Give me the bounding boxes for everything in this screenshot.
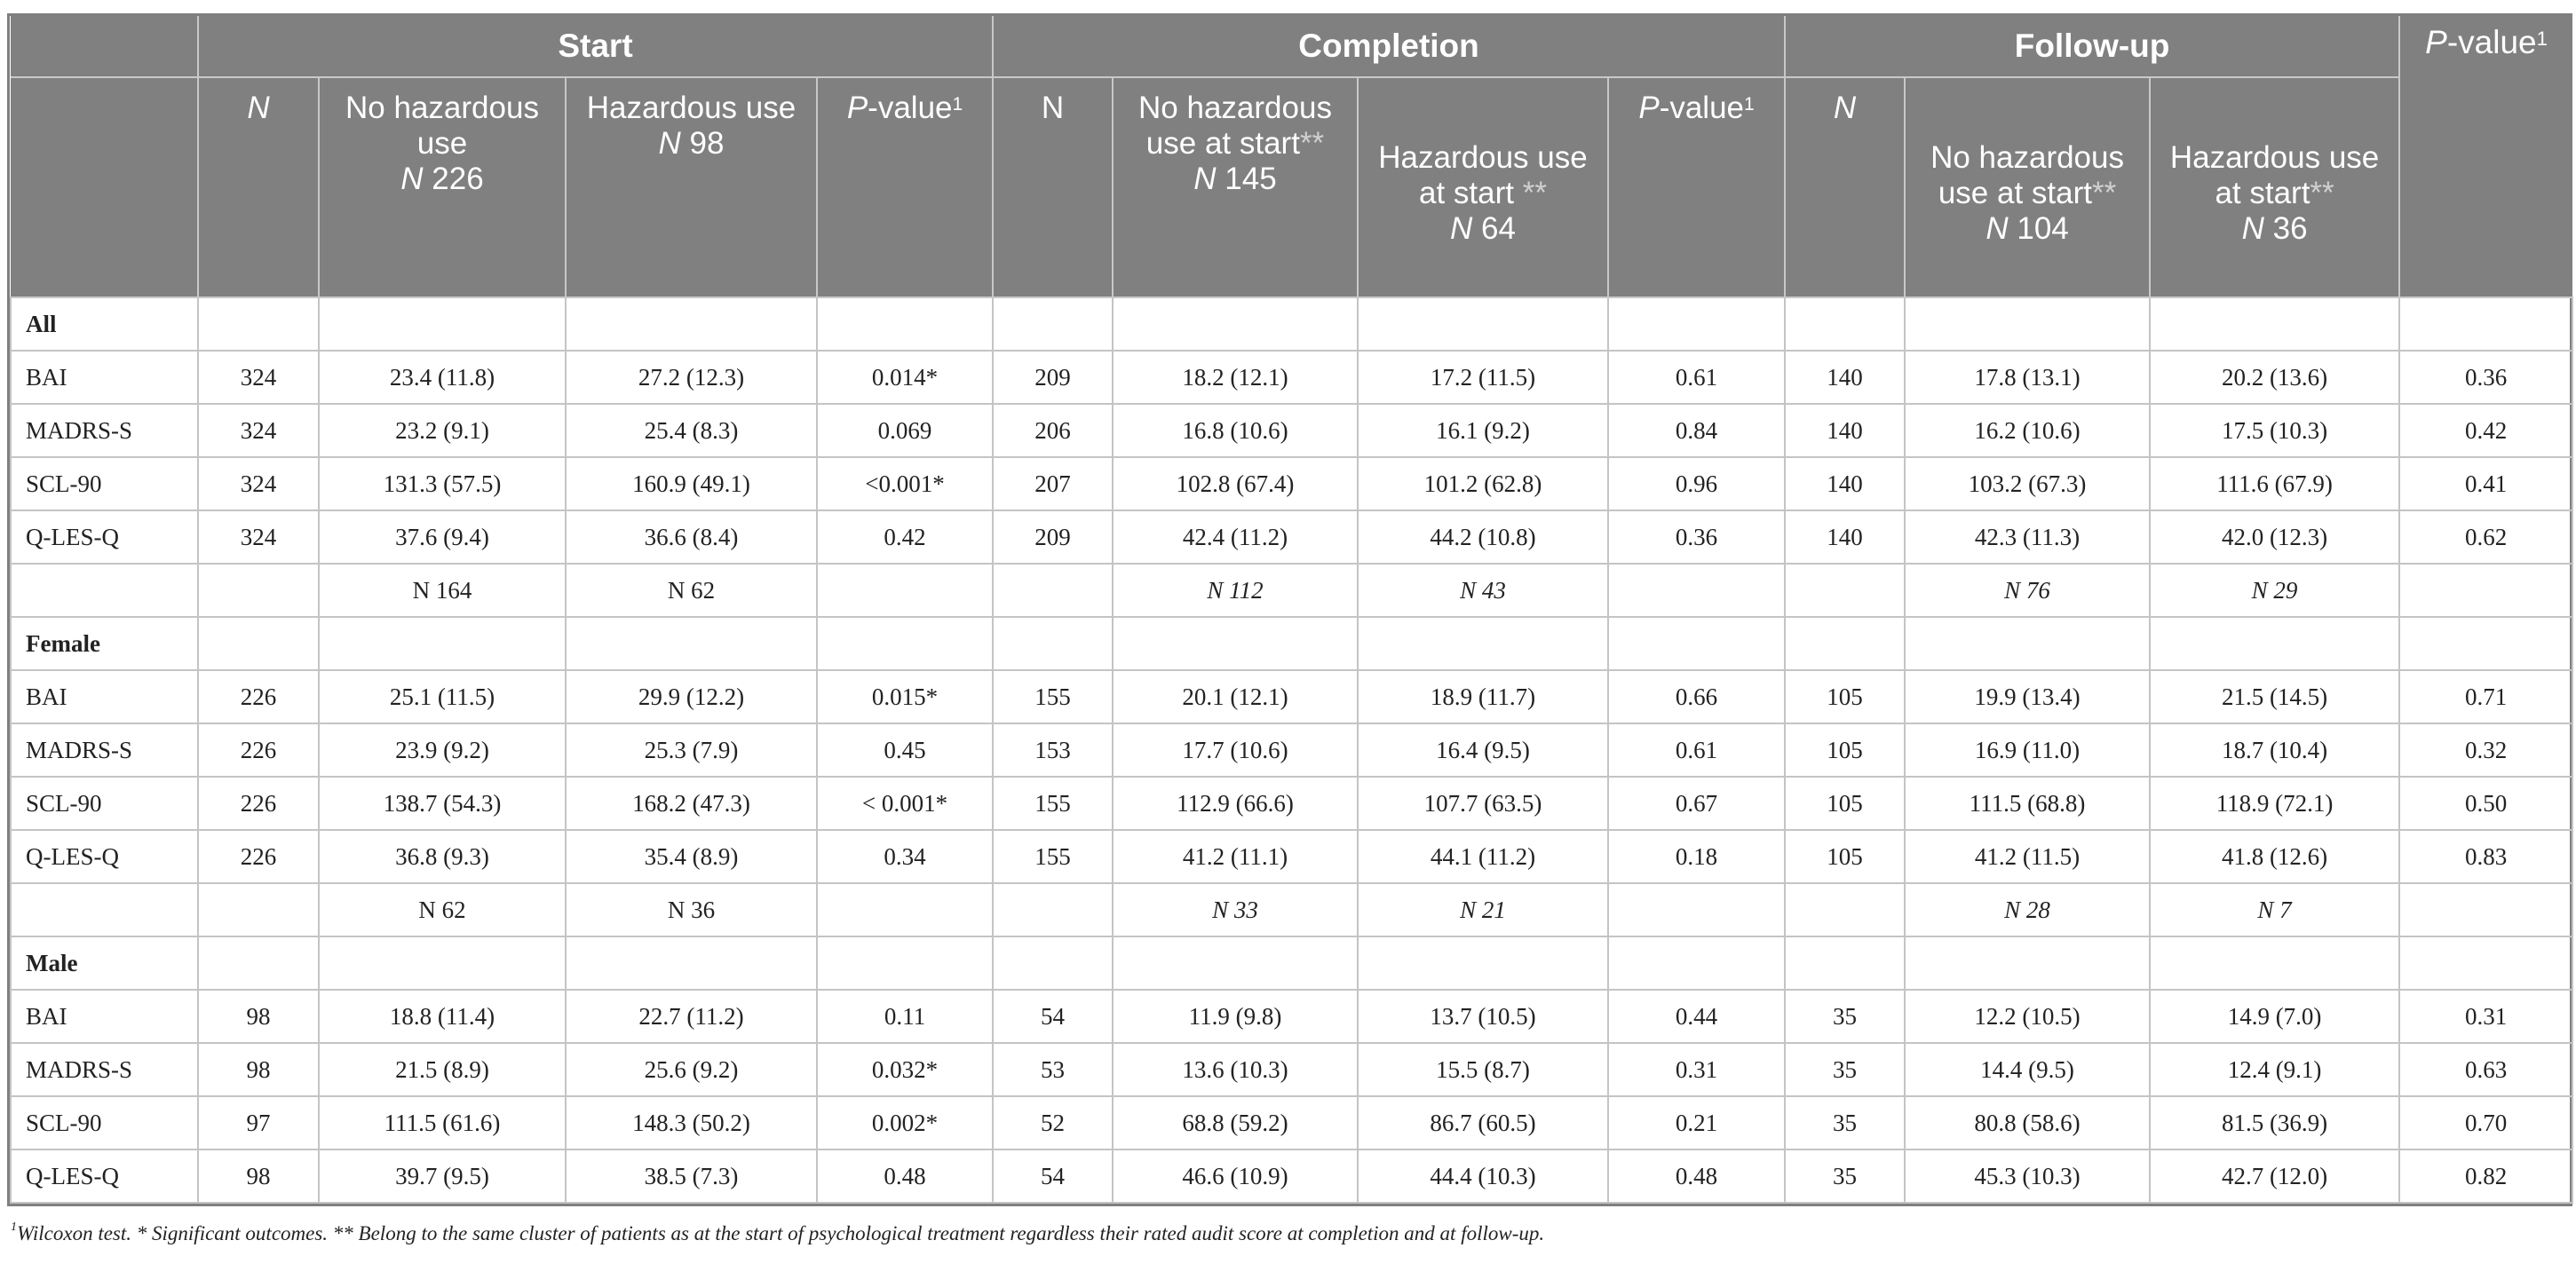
table-cell: 11.9 (9.8) <box>1113 990 1358 1043</box>
table-cell: 86.7 (60.5) <box>1358 1096 1608 1149</box>
table-cell <box>2399 617 2572 670</box>
section-label: Female <box>11 617 198 670</box>
table-cell: 105 <box>1785 723 1905 777</box>
table-cell: 52 <box>993 1096 1113 1149</box>
table-cell: 209 <box>993 510 1113 564</box>
subgroup-n-cell <box>2399 883 2572 936</box>
table-cell <box>1113 617 1358 670</box>
table-cell: <0.001* <box>817 457 993 510</box>
table-cell: 0.032* <box>817 1043 993 1096</box>
table-cell: 0.41 <box>2399 457 2572 510</box>
header-corner <box>11 16 198 77</box>
section-label: All <box>11 297 198 351</box>
table-cell <box>1608 617 1785 670</box>
table-cell: 27.2 (12.3) <box>566 351 817 404</box>
measure-label: SCL-90 <box>11 1096 198 1149</box>
table-cell: 15.5 (8.7) <box>1358 1043 1608 1096</box>
table-cell: 140 <box>1785 457 1905 510</box>
table-cell: 226 <box>198 777 319 830</box>
table-cell: 0.31 <box>1608 1043 1785 1096</box>
table-cell: 25.6 (9.2) <box>566 1043 817 1096</box>
table-cell: 42.3 (11.3) <box>1905 510 2150 564</box>
table-row <box>11 830 2572 883</box>
table-cell: 206 <box>993 404 1113 457</box>
subgroup-n-cell <box>817 883 993 936</box>
table-cell: 98 <box>198 990 319 1043</box>
table-cell: 12.2 (10.5) <box>1905 990 2150 1043</box>
subgroup-n-cell: N 164 <box>319 564 566 617</box>
table-cell: 81.5 (36.9) <box>2150 1096 2399 1149</box>
table-cell: 45.3 (10.3) <box>1905 1149 2150 1203</box>
subgroup-n-cell: N 36 <box>566 883 817 936</box>
table-cell: 0.32 <box>2399 723 2572 777</box>
table-cell: 14.4 (9.5) <box>1905 1043 2150 1096</box>
table-cell: 111.6 (67.9) <box>2150 457 2399 510</box>
table-cell: 19.9 (13.4) <box>1905 670 2150 723</box>
table-cell: 0.96 <box>1608 457 1785 510</box>
subgroup-n-cell: N 62 <box>566 564 817 617</box>
table-cell: 0.002* <box>817 1096 993 1149</box>
table-cell: 160.9 (49.1) <box>566 457 817 510</box>
table-cell <box>1905 297 2150 351</box>
table-cell: 0.63 <box>2399 1043 2572 1096</box>
table-cell: 0.67 <box>1608 777 1785 830</box>
table-cell: 103.2 (67.3) <box>1905 457 2150 510</box>
table-cell: 42.7 (12.0) <box>2150 1149 2399 1203</box>
table-cell: 138.7 (54.3) <box>319 777 566 830</box>
subgroup-n-cell <box>2399 564 2572 617</box>
table-cell: 22.7 (11.2) <box>566 990 817 1043</box>
table-cell: 168.2 (47.3) <box>566 777 817 830</box>
table-cell: 0.71 <box>2399 670 2572 723</box>
table-cell: 0.61 <box>1608 723 1785 777</box>
header-group-completion: Completion <box>993 16 1785 77</box>
table-cell <box>817 297 993 351</box>
results-table-frame <box>7 13 2572 1206</box>
table-cell: 105 <box>1785 670 1905 723</box>
subgroup-n-cell: N 28 <box>1905 883 2150 936</box>
table-cell: < 0.001* <box>817 777 993 830</box>
table-cell: 14.9 (7.0) <box>2150 990 2399 1043</box>
table-cell: 18.7 (10.4) <box>2150 723 2399 777</box>
table-cell: 25.1 (11.5) <box>319 670 566 723</box>
header-completion-hazardous: Hazardous use at start ** N 64 <box>1358 77 1608 297</box>
table-cell: 140 <box>1785 404 1905 457</box>
table-cell: 226 <box>198 670 319 723</box>
header-completion-n: N <box>993 77 1113 297</box>
table-cell: 68.8 (59.2) <box>1113 1096 1358 1149</box>
table-cell <box>1358 617 1608 670</box>
header-followup-no-hazardous: No hazardous use at start** N 104 <box>1905 77 2150 297</box>
table-cell: 155 <box>993 670 1113 723</box>
table-cell <box>1785 936 1905 990</box>
table-cell: 17.5 (10.3) <box>2150 404 2399 457</box>
table-cell: 0.66 <box>1608 670 1785 723</box>
table-cell: 324 <box>198 510 319 564</box>
section-row <box>11 617 2572 670</box>
table-cell: 44.2 (10.8) <box>1358 510 1608 564</box>
table-cell: 0.42 <box>2399 404 2572 457</box>
table-cell: 29.9 (12.2) <box>566 670 817 723</box>
table-cell: 23.2 (9.1) <box>319 404 566 457</box>
header-start-hazardous: Hazardous use N 98 <box>566 77 817 297</box>
table-cell: 53 <box>993 1043 1113 1096</box>
subgroup-n-cell <box>11 564 198 617</box>
table-cell: 102.8 (67.4) <box>1113 457 1358 510</box>
table-cell <box>1905 936 2150 990</box>
table-cell <box>1785 617 1905 670</box>
measure-label: BAI <box>11 670 198 723</box>
table-cell <box>319 936 566 990</box>
table-cell <box>1785 297 1905 351</box>
subgroup-n-cell: N 29 <box>2150 564 2399 617</box>
table-cell: 105 <box>1785 830 1905 883</box>
table-cell: 16.1 (9.2) <box>1358 404 1608 457</box>
table-cell: 35.4 (8.9) <box>566 830 817 883</box>
table-cell: 21.5 (8.9) <box>319 1043 566 1096</box>
table-cell: 118.9 (72.1) <box>2150 777 2399 830</box>
subgroup-n-cell: N 7 <box>2150 883 2399 936</box>
table-cell: 207 <box>993 457 1113 510</box>
table-cell <box>2150 617 2399 670</box>
table-row <box>11 457 2572 510</box>
table-cell: 107.7 (63.5) <box>1358 777 1608 830</box>
table-row <box>11 670 2572 723</box>
section-row <box>11 297 2572 351</box>
header-followup-hazardous: Hazardous use at start** N 36 <box>2150 77 2399 297</box>
table-cell <box>817 936 993 990</box>
table-cell: 16.2 (10.6) <box>1905 404 2150 457</box>
subgroup-n-cell: N 43 <box>1358 564 1608 617</box>
table-cell: 42.4 (11.2) <box>1113 510 1358 564</box>
table-row <box>11 1149 2572 1203</box>
table-cell: 0.83 <box>2399 830 2572 883</box>
table-row <box>11 1043 2572 1096</box>
pvalue-text: -value <box>2446 24 2537 60</box>
pvalue-footnote-mark: 1 <box>2536 28 2548 50</box>
header-completion-pvalue: P-value$^1$ <box>1608 77 1785 297</box>
measure-label: Q-LES-Q <box>11 830 198 883</box>
table-cell: 80.8 (58.6) <box>1905 1096 2150 1149</box>
subgroup-n-cell <box>1608 883 1785 936</box>
table-cell: 98 <box>198 1043 319 1096</box>
subgroup-n-cell <box>1608 564 1785 617</box>
table-cell: 12.4 (9.1) <box>2150 1043 2399 1096</box>
header-group-start: Start <box>198 16 993 77</box>
table-cell <box>817 617 993 670</box>
table-cell <box>319 297 566 351</box>
subgroup-n-cell: N 76 <box>1905 564 2150 617</box>
table-cell: 35 <box>1785 1043 1905 1096</box>
subgroup-n-cell <box>198 883 319 936</box>
table-cell: 148.3 (50.2) <box>566 1096 817 1149</box>
table-cell: 0.82 <box>2399 1149 2572 1203</box>
results-table <box>10 16 2573 1204</box>
table-cell: 155 <box>993 777 1113 830</box>
table-cell: 140 <box>1785 510 1905 564</box>
table-cell: 0.62 <box>2399 510 2572 564</box>
header-sub-row <box>11 77 2572 297</box>
table-row <box>11 404 2572 457</box>
table-cell: 46.6 (10.9) <box>1113 1149 1358 1203</box>
table-footnote <box>11 1222 2568 1245</box>
table-cell: 36.8 (9.3) <box>319 830 566 883</box>
table-cell <box>1608 297 1785 351</box>
table-cell <box>1905 617 2150 670</box>
table-cell: 18.8 (11.4) <box>319 990 566 1043</box>
table-cell: 20.1 (12.1) <box>1113 670 1358 723</box>
table-cell: 140 <box>1785 351 1905 404</box>
table-cell: 0.61 <box>1608 351 1785 404</box>
table-cell: 41.2 (11.5) <box>1905 830 2150 883</box>
table-cell: 112.9 (66.6) <box>1113 777 1358 830</box>
table-cell: 324 <box>198 457 319 510</box>
table-cell <box>993 936 1113 990</box>
table-cell: 35 <box>1785 1096 1905 1149</box>
header-start-pvalue: P-value$^1$ <box>817 77 993 297</box>
table-header <box>11 16 2572 297</box>
table-cell: 18.2 (12.1) <box>1113 351 1358 404</box>
table-cell: 41.2 (11.1) <box>1113 830 1358 883</box>
table-cell: 16.9 (11.0) <box>1905 723 2150 777</box>
table-cell: 324 <box>198 404 319 457</box>
table-cell <box>1608 936 1785 990</box>
table-cell: 13.7 (10.5) <box>1358 990 1608 1043</box>
table-row <box>11 990 2572 1043</box>
pvalue-p-italic: P <box>2425 24 2447 60</box>
header-start-n: N <box>198 77 319 297</box>
table-cell <box>566 936 817 990</box>
table-cell: 36.6 (8.4) <box>566 510 817 564</box>
subgroup-n-cell: N 62 <box>319 883 566 936</box>
header-group-row <box>11 16 2572 77</box>
table-cell <box>1358 936 1608 990</box>
section-row <box>11 936 2572 990</box>
footnote-text: Wilcoxon test. * Significant outcomes. ** Belong to the same cluster of patients as at the start of psychological treatment regardless their rated audit score at completion and at follow-up. <box>17 1222 1545 1244</box>
table-cell: 0.50 <box>2399 777 2572 830</box>
table-cell: 226 <box>198 723 319 777</box>
table-cell: 209 <box>993 351 1113 404</box>
table-cell: 226 <box>198 830 319 883</box>
table-cell: 17.7 (10.6) <box>1113 723 1358 777</box>
table-cell: 18.9 (11.7) <box>1358 670 1608 723</box>
subgroup-n-cell <box>1785 883 1905 936</box>
table-cell: 0.18 <box>1608 830 1785 883</box>
table-cell: 25.3 (7.9) <box>566 723 817 777</box>
table-cell: 54 <box>993 990 1113 1043</box>
table-cell <box>198 936 319 990</box>
table-cell: 44.4 (10.3) <box>1358 1149 1608 1203</box>
subgroup-n-cell <box>1785 564 1905 617</box>
subgroup-n-cell <box>11 883 198 936</box>
table-cell: 0.70 <box>2399 1096 2572 1149</box>
table-cell <box>198 617 319 670</box>
table-row <box>11 777 2572 830</box>
subgroup-n-cell: N 21 <box>1358 883 1608 936</box>
table-cell <box>198 297 319 351</box>
table-cell: 23.4 (11.8) <box>319 351 566 404</box>
table-cell: 35 <box>1785 990 1905 1043</box>
table-row <box>11 510 2572 564</box>
measure-label: BAI <box>11 990 198 1043</box>
subgroup-n-row <box>11 564 2572 617</box>
table-cell: 21.5 (14.5) <box>2150 670 2399 723</box>
measure-label: MADRS-S <box>11 723 198 777</box>
table-cell <box>2399 936 2572 990</box>
table-cell: 0.36 <box>2399 351 2572 404</box>
table-cell: 0.45 <box>817 723 993 777</box>
table-row <box>11 723 2572 777</box>
table-cell: 111.5 (68.8) <box>1905 777 2150 830</box>
table-cell: 39.7 (9.5) <box>319 1149 566 1203</box>
table-cell: 98 <box>198 1149 319 1203</box>
measure-label: Q-LES-Q <box>11 1149 198 1203</box>
table-cell: 0.11 <box>817 990 993 1043</box>
table-cell: 17.8 (13.1) <box>1905 351 2150 404</box>
header-followup-n: N <box>1785 77 1905 297</box>
table-cell: 0.48 <box>1608 1149 1785 1203</box>
table-cell: 153 <box>993 723 1113 777</box>
subgroup-n-cell <box>198 564 319 617</box>
table-cell: 17.2 (11.5) <box>1358 351 1608 404</box>
table-cell: 0.21 <box>1608 1096 1785 1149</box>
section-label: Male <box>11 936 198 990</box>
table-cell <box>319 617 566 670</box>
header-followup-pvalue <box>2399 16 2572 297</box>
subgroup-n-cell <box>817 564 993 617</box>
table-cell: 44.1 (11.2) <box>1358 830 1608 883</box>
table-cell <box>993 297 1113 351</box>
subgroup-n-cell <box>993 883 1113 936</box>
table-cell: 38.5 (7.3) <box>566 1149 817 1203</box>
table-cell <box>1113 297 1358 351</box>
table-cell: 97 <box>198 1096 319 1149</box>
measure-label: SCL-90 <box>11 777 198 830</box>
table-cell: 0.34 <box>817 830 993 883</box>
subgroup-n-cell: N 33 <box>1113 883 1358 936</box>
table-cell: 37.6 (9.4) <box>319 510 566 564</box>
table-cell: 23.9 (9.2) <box>319 723 566 777</box>
table-cell: 20.2 (13.6) <box>2150 351 2399 404</box>
subgroup-n-cell <box>993 564 1113 617</box>
table-cell: 0.42 <box>817 510 993 564</box>
footnote-mark: 1 <box>11 1221 17 1234</box>
table-cell: 0.069 <box>817 404 993 457</box>
measure-label: MADRS-S <box>11 404 198 457</box>
table-body <box>11 297 2572 1203</box>
table-cell <box>2150 297 2399 351</box>
table-cell: 25.4 (8.3) <box>566 404 817 457</box>
table-cell: 105 <box>1785 777 1905 830</box>
table-cell: 111.5 (61.6) <box>319 1096 566 1149</box>
table-cell: 42.0 (12.3) <box>2150 510 2399 564</box>
table-cell: 54 <box>993 1149 1113 1203</box>
table-cell <box>1358 297 1608 351</box>
table-cell: 13.6 (10.3) <box>1113 1043 1358 1096</box>
table-cell: 16.4 (9.5) <box>1358 723 1608 777</box>
table-cell: 0.014* <box>817 351 993 404</box>
table-cell: 101.2 (62.8) <box>1358 457 1608 510</box>
table-cell: 0.84 <box>1608 404 1785 457</box>
header-group-followup: Follow-up <box>1785 16 2399 77</box>
table-cell <box>566 297 817 351</box>
measure-label: MADRS-S <box>11 1043 198 1096</box>
table-cell: 35 <box>1785 1149 1905 1203</box>
measure-label: BAI <box>11 351 198 404</box>
table-cell <box>2150 936 2399 990</box>
header-completion-no-hazardous: No hazardous use at start** N 145 <box>1113 77 1358 297</box>
table-cell: 324 <box>198 351 319 404</box>
table-cell <box>2399 297 2572 351</box>
table-cell: 131.3 (57.5) <box>319 457 566 510</box>
table-cell: 0.015* <box>817 670 993 723</box>
table-cell: 0.44 <box>1608 990 1785 1043</box>
table-row <box>11 351 2572 404</box>
measure-label: Q-LES-Q <box>11 510 198 564</box>
header-start-no-hazardous: No hazardous use N 226 <box>319 77 566 297</box>
table-cell: 0.31 <box>2399 990 2572 1043</box>
table-row <box>11 1096 2572 1149</box>
table-cell: 0.36 <box>1608 510 1785 564</box>
table-cell <box>566 617 817 670</box>
table-cell <box>993 617 1113 670</box>
table-cell: 16.8 (10.6) <box>1113 404 1358 457</box>
table-cell: 0.48 <box>817 1149 993 1203</box>
table-cell: 41.8 (12.6) <box>2150 830 2399 883</box>
subgroup-n-row <box>11 883 2572 936</box>
subgroup-n-cell: N 112 <box>1113 564 1358 617</box>
table-cell <box>1113 936 1358 990</box>
header-label-blank <box>11 77 198 297</box>
table-cell: 155 <box>993 830 1113 883</box>
measure-label: SCL-90 <box>11 457 198 510</box>
